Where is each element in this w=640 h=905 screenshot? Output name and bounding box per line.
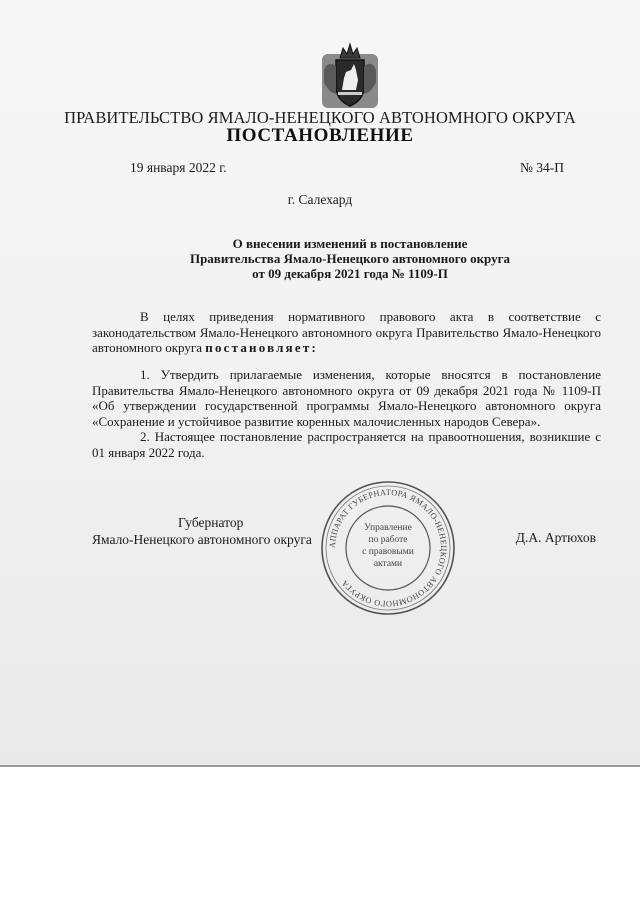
resolution-item-2: 2. Настоящее постановление распространяется на правоотношения, возникшие с 01 января 2022 года. (92, 429, 601, 460)
resolution-items (92, 367, 601, 460)
preamble-text: В целях приведения нормативного правового акта в соответствие с законодательством Ямало-Ненецкого автономного округа Правительство Ямало-Ненецкого автономного округа (92, 309, 601, 355)
title-line: Правительства Ямало-Ненецкого автономного округа (189, 251, 511, 266)
document-number: № 34-П (519, 160, 564, 175)
seal-ring-text: АППАРАТ ГУБЕРНАТОРА ЯМАЛО-НЕНЕЦКОГО АВТОНОМНОГО ОКРУГА (327, 487, 449, 609)
seal-center-text: актами (373, 559, 403, 569)
signatory-position-line: Ямало-Ненецкого автономного округа (92, 532, 312, 547)
coat-of-arms-icon (318, 42, 382, 112)
document-title (60, 236, 640, 281)
seal-center-text: с правовыми (362, 547, 414, 557)
document-date: 19 января 2022 г. (130, 160, 227, 175)
signatory-name: Д.А. Артюхов (515, 530, 596, 545)
resolution-item-1: 1. Утвердить прилагаемые изменения, которые вносятся в постановление Правительства Ямало-Ненецкого автономного округа от 09 декабря 2021 года № 1109-П «Об утверждении государственной программы Ямало-Ненецкого автономного округа «Сохранение и устойчивое развитие коренных малочисленных народов Севера». (92, 367, 601, 429)
signatory-position-line: Губернатор (178, 515, 244, 530)
signatory-position (92, 514, 312, 548)
document-place: г. Салехард (287, 192, 353, 207)
seal-center-text: Управление (364, 523, 412, 533)
title-line: от 09 декабря 2021 года № 1109-П (252, 266, 448, 281)
blank-area (0, 767, 640, 905)
government-name: ПРАВИТЕЛЬСТВО ЯМАЛО-НЕНЕЦКОГО АВТОНОМНОГО ОКРУГА (64, 108, 576, 127)
seal-center-text: по работе (368, 535, 408, 545)
official-seal (318, 478, 458, 618)
resolves-word: постановляет: (205, 340, 318, 355)
title-line: О внесении изменений в постановление (232, 236, 468, 251)
preamble-paragraph (92, 309, 601, 356)
document-type: ПОСТАНОВЛЕНИЕ (226, 125, 414, 146)
